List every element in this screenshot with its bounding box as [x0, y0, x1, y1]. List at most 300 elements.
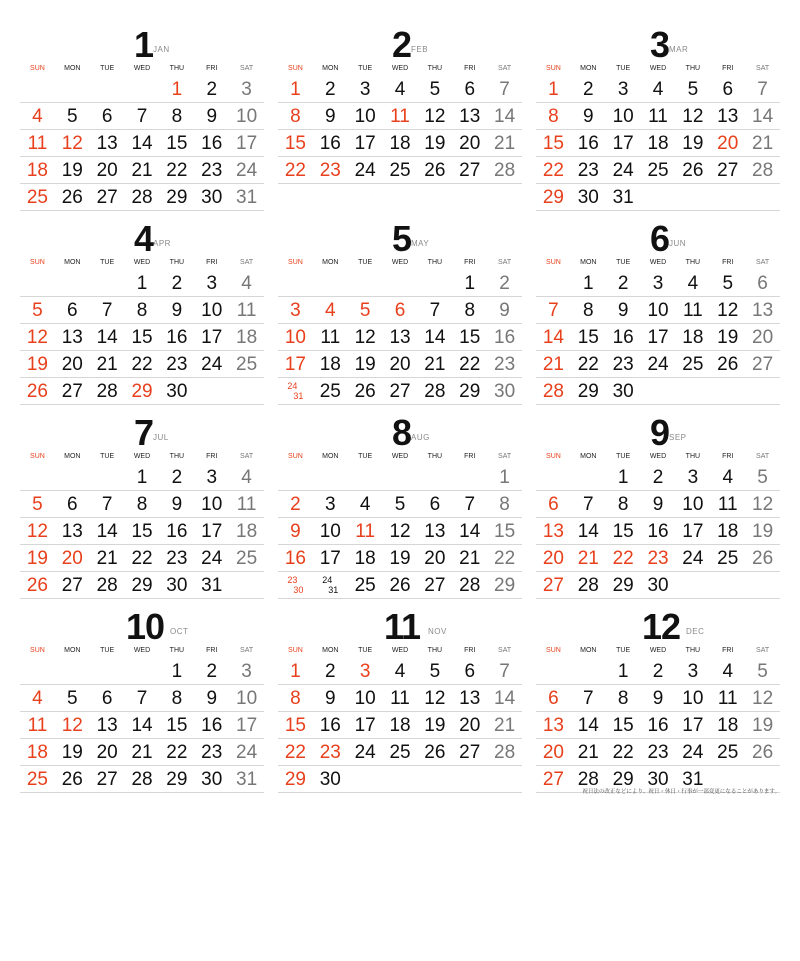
day-cell: 26 [354, 381, 376, 402]
week-row [20, 297, 264, 324]
weekday-thu: THU [427, 453, 443, 460]
day-cell: 23 [201, 742, 223, 763]
day-cell [417, 464, 452, 490]
day-cell: 3 [617, 79, 629, 100]
holiday-note: 祝日法の改正などにより、祝日・休日・行事が一部変更になることがあります。 [582, 789, 780, 795]
day-cell [20, 464, 55, 490]
month-header [20, 412, 264, 453]
day-cell: 22 [131, 548, 153, 569]
day-cell: 12 [26, 521, 48, 542]
day-cell: 25 [26, 769, 48, 790]
day-cell: 22 [166, 160, 188, 181]
day-cell: 30 [577, 187, 599, 208]
weekday-mon: MON [64, 453, 81, 460]
day-cell: 10 [236, 688, 258, 709]
day-cell: 1 [290, 79, 301, 100]
day-cell: 3 [206, 467, 218, 488]
month-abbr: SEP [669, 433, 687, 442]
day-cell: 25 [319, 381, 341, 402]
weekday-wed: WED [649, 65, 667, 72]
day-cell: 8 [583, 300, 594, 321]
day-cell: 29 [166, 187, 188, 208]
weekday-thu: THU [169, 647, 185, 654]
weekday-sun: SUN [30, 453, 45, 460]
weekday-wed: WED [391, 65, 409, 72]
day-cell: 15 [494, 521, 516, 542]
day-cell: 25 [236, 548, 258, 569]
day-cell: 25 [647, 160, 669, 181]
weekday-thu: THU [685, 647, 701, 654]
month-feb [278, 24, 522, 184]
day-cell [571, 464, 606, 490]
weekday-fri: FRI [722, 259, 734, 266]
day-cell: 7 [757, 79, 768, 100]
month-abbr: JUL [153, 433, 169, 442]
month-abbr: OCT [170, 627, 189, 636]
day-cell [55, 270, 90, 296]
day-cell: 29 [131, 575, 153, 596]
day-cell: 25 [236, 354, 258, 375]
week-row [278, 464, 522, 491]
weekday-mon: MON [64, 647, 81, 654]
month-header [20, 218, 264, 259]
week-row [20, 324, 264, 351]
day-cell [348, 464, 383, 490]
day-cell: 30 [166, 575, 188, 596]
day-cell: 3 [290, 300, 301, 321]
day-cell: 1 [548, 79, 559, 100]
day-cell: 18 [26, 742, 48, 763]
day-cell [383, 464, 418, 490]
day-cell: 22 [284, 742, 306, 763]
day-cell: 29 [131, 381, 153, 402]
day-cell: 11 [717, 688, 738, 709]
day-cell: 5 [32, 300, 43, 321]
week-row [536, 739, 780, 766]
day-cell: 16 [166, 521, 188, 542]
day-number: 23 [287, 575, 298, 585]
week-row [536, 545, 780, 572]
weekday-thu: THU [427, 647, 443, 654]
day-cell: 18 [717, 715, 739, 736]
day-cell: 10 [201, 494, 223, 515]
day-cell: 14 [577, 521, 599, 542]
day-cell: 16 [494, 327, 516, 348]
day-cell: 28 [424, 381, 446, 402]
day-cell [90, 76, 125, 102]
day-cell: 24 [354, 742, 376, 763]
weekday-tue: TUE [358, 453, 373, 460]
day-cell: 21 [542, 354, 564, 375]
day-cell: 12 [61, 715, 83, 736]
month-number: 1 [134, 24, 154, 65]
day-cell: 27 [542, 769, 564, 790]
day-cell: 13 [424, 521, 446, 542]
day-cell: 23 [166, 354, 188, 375]
day-cell [536, 658, 571, 684]
day-cell: 23 [612, 354, 634, 375]
day-cell: 23 [494, 354, 516, 375]
day-cell: 1 [499, 467, 510, 488]
week-row [278, 270, 522, 297]
day-cell [55, 76, 90, 102]
week-row [536, 157, 780, 184]
day-cell: 6 [722, 79, 734, 100]
weekday-tue: TUE [100, 65, 115, 72]
day-cell: 29 [459, 381, 481, 402]
day-cell: 7 [583, 494, 594, 515]
day-cell: 21 [459, 548, 481, 569]
day-cell [90, 270, 125, 296]
day-cell: 6 [464, 661, 476, 682]
day-cell: 6 [101, 688, 113, 709]
weekday-wed: WED [391, 259, 409, 266]
day-cell: 21 [131, 742, 153, 763]
day-cell: 3 [206, 273, 218, 294]
day-cell: 3 [325, 494, 336, 515]
day-number: 24 [322, 575, 333, 585]
day-cell: 29 [542, 187, 564, 208]
day-cell: 27 [459, 742, 481, 763]
month-sep [536, 412, 780, 599]
day-cell: 6 [429, 494, 441, 515]
day-cell: 12 [354, 327, 376, 348]
day-cell: 13 [61, 521, 83, 542]
week-row [20, 545, 264, 572]
day-cell: 30 [166, 381, 188, 402]
day-cell: 2 [171, 273, 183, 294]
week-row [536, 351, 780, 378]
day-cell: 19 [354, 354, 376, 375]
day-cell: 28 [494, 742, 516, 763]
day-cell: 18 [682, 327, 704, 348]
weekday-wed: WED [391, 453, 409, 460]
day-cell [313, 464, 348, 490]
day-cell: 23 [577, 160, 599, 181]
day-cell: 22 [494, 548, 516, 569]
day-cell: 15 [284, 133, 306, 154]
day-cell: 14 [96, 521, 118, 542]
day-cell: 4 [325, 300, 336, 321]
day-cell: 28 [459, 575, 481, 596]
day-cell: 26 [424, 160, 446, 181]
day-number: 31 [293, 391, 304, 401]
day-cell: 26 [26, 575, 48, 596]
day-cell: 22 [577, 354, 599, 375]
day-cell: 13 [459, 106, 481, 127]
day-cell: 20 [389, 354, 411, 375]
day-cell: 19 [389, 548, 411, 569]
day-cell: 31 [682, 769, 704, 790]
week-row [536, 270, 780, 297]
day-cell: 19 [26, 548, 48, 569]
day-cell: 24 [201, 548, 223, 569]
day-cell: 12 [752, 494, 774, 515]
day-cell: 4 [359, 494, 371, 515]
day-cell: 18 [319, 354, 341, 375]
day-cell: 22 [131, 354, 153, 375]
weekday-sat: SAT [498, 647, 512, 654]
month-number: 5 [392, 218, 412, 259]
weekday-sat: SAT [498, 259, 512, 266]
day-cell [20, 658, 55, 684]
day-cell: 13 [542, 715, 564, 736]
day-cell: 31 [201, 575, 223, 596]
day-cell: 22 [166, 742, 188, 763]
weekday-tue: TUE [616, 259, 631, 266]
month-mar [536, 24, 780, 211]
day-cell: 8 [136, 300, 148, 321]
weekday-fri: FRI [206, 647, 218, 654]
day-cell [536, 270, 571, 296]
day-cell: 21 [494, 133, 516, 154]
day-cell: 17 [354, 133, 376, 154]
weekday-sun: SUN [546, 453, 561, 460]
day-cell: 11 [390, 106, 410, 127]
day-cell: 16 [319, 715, 341, 736]
weekday-thu: THU [685, 453, 701, 460]
day-cell: 1 [583, 273, 594, 294]
day-cell: 12 [424, 688, 446, 709]
day-cell: 30 [494, 381, 516, 402]
day-cell: 28 [131, 769, 153, 790]
day-cell: 2 [325, 79, 336, 100]
day-cell: 3 [359, 79, 371, 100]
day-cell [20, 76, 55, 102]
day-cell: 19 [424, 133, 446, 154]
day-cell [745, 378, 780, 404]
week-row [20, 739, 264, 766]
day-cell: 7 [101, 300, 113, 321]
weekday-mon: MON [580, 647, 597, 654]
day-cell [710, 184, 745, 210]
day-cell: 17 [612, 133, 634, 154]
weekday-fri: FRI [206, 65, 218, 72]
day-cell: 16 [201, 715, 223, 736]
day-cell: 3 [652, 273, 664, 294]
day-cell: 16 [647, 521, 669, 542]
day-cell: 29 [284, 769, 306, 790]
day-cell: 19 [26, 354, 48, 375]
weekday-sat: SAT [756, 259, 770, 266]
day-cell: 23 [319, 742, 341, 763]
weekday-sun: SUN [30, 259, 45, 266]
day-cell: 12 [389, 521, 411, 542]
day-cell: 10 [647, 300, 669, 321]
day-cell: 12 [424, 106, 446, 127]
weekday-sat: SAT [756, 647, 770, 654]
day-cell: 14 [494, 688, 516, 709]
day-cell: 4 [241, 467, 252, 488]
day-cell: 3 [241, 79, 252, 100]
day-cell: 10 [612, 106, 634, 127]
day-cell: 11 [27, 133, 48, 154]
day-cell: 27 [717, 160, 739, 181]
day-cell: 5 [67, 106, 78, 127]
day-cell: 25 [354, 575, 376, 596]
day-cell: 20 [424, 548, 446, 569]
day-cell: 18 [236, 327, 258, 348]
day-cell [417, 270, 452, 296]
day-cell: 14 [542, 327, 564, 348]
day-cell: 19 [752, 715, 774, 736]
day-cell: 11 [236, 494, 257, 515]
week-row [536, 378, 780, 405]
week-row [278, 518, 522, 545]
month-may [278, 218, 522, 405]
month-abbr: NOV [428, 627, 447, 636]
day-cell: 9 [325, 106, 336, 127]
weekday-wed: WED [649, 259, 667, 266]
weekday-thu: THU [169, 65, 185, 72]
day-cell: 13 [752, 300, 774, 321]
day-cell: 7 [499, 661, 510, 682]
day-cell: 8 [171, 106, 183, 127]
day-cell [745, 572, 780, 598]
day-cell: 2 [499, 273, 510, 294]
day-cell: 21 [752, 133, 774, 154]
day-cell [641, 378, 676, 404]
week-row [278, 572, 522, 599]
month-header [536, 606, 780, 647]
day-cell: 31 [612, 187, 634, 208]
day-cell: 15 [459, 327, 481, 348]
day-cell: 13 [389, 327, 411, 348]
day-cell [536, 464, 571, 490]
weekday-sat: SAT [240, 453, 254, 460]
day-cell: 20 [717, 133, 739, 154]
day-cell: 9 [290, 521, 301, 542]
week-row [536, 103, 780, 130]
day-cell: 27 [389, 381, 411, 402]
weekday-mon: MON [580, 65, 597, 72]
weekday-sat: SAT [240, 259, 254, 266]
week-row [536, 491, 780, 518]
month-number: 4 [134, 218, 154, 259]
day-cell [55, 464, 90, 490]
day-cell: 30 [612, 381, 634, 402]
month-abbr: JAN [153, 45, 170, 54]
day-cell: 24 [682, 548, 704, 569]
day-cell: 10 [319, 521, 341, 542]
week-row [20, 464, 264, 491]
day-cell: 21 [424, 354, 446, 375]
day-cell: 7 [136, 688, 148, 709]
weekday-sat: SAT [498, 453, 512, 460]
weekday-sun: SUN [288, 259, 303, 266]
week-row [536, 518, 780, 545]
day-cell: 15 [166, 715, 188, 736]
weekday-fri: FRI [464, 453, 476, 460]
month-apr [20, 218, 264, 405]
month-jan [20, 24, 264, 211]
day-cell: 5 [429, 79, 441, 100]
day-cell: 16 [577, 133, 599, 154]
day-cell: 21 [96, 548, 118, 569]
week-row [536, 658, 780, 685]
day-cell: 6 [757, 273, 768, 294]
day-cell: 6 [394, 300, 406, 321]
day-cell: 25 [717, 742, 739, 763]
day-cell: 24 [682, 742, 704, 763]
day-cell: 11 [320, 327, 341, 348]
day-cell: 20 [61, 548, 83, 569]
day-cell: 11 [390, 688, 410, 709]
day-cell: 13 [459, 688, 481, 709]
weekday-thu: THU [427, 259, 443, 266]
week-row [278, 545, 522, 572]
day-cell: 26 [682, 160, 704, 181]
day-cell: 8 [617, 494, 629, 515]
day-cell: 12 [61, 133, 83, 154]
day-cell: 5 [429, 661, 441, 682]
day-cell: 26 [717, 354, 739, 375]
day-cell [125, 658, 160, 684]
day-cell: 27 [61, 575, 83, 596]
day-cell: 17 [236, 715, 258, 736]
day-cell: 14 [752, 106, 774, 127]
day-cell: 2 [652, 661, 664, 682]
day-cell: 15 [131, 327, 153, 348]
weekday-fri: FRI [464, 259, 476, 266]
day-cell: 26 [61, 769, 83, 790]
day-cell: 1 [464, 273, 476, 294]
month-header [278, 218, 522, 259]
day-cell: 23 [647, 548, 669, 569]
day-cell: 9 [206, 688, 218, 709]
day-cell: 11 [27, 715, 48, 736]
day-cell [90, 658, 125, 684]
day-cell: 7 [101, 494, 113, 515]
day-cell: 12 [682, 106, 704, 127]
day-cell: 12 [717, 300, 739, 321]
day-cell: 4 [394, 79, 406, 100]
weekday-sun: SUN [546, 647, 561, 654]
day-cell: 13 [542, 521, 564, 542]
day-cell: 5 [757, 661, 768, 682]
day-cell: 27 [61, 381, 83, 402]
week-row [20, 378, 264, 405]
day-cell: 10 [201, 300, 223, 321]
day-cell: 1 [136, 273, 148, 294]
day-cell: 2 [617, 273, 629, 294]
day-cell: 14 [459, 521, 481, 542]
month-header [278, 412, 522, 453]
day-cell: 17 [647, 327, 669, 348]
day-cell [641, 184, 676, 210]
day-cell: 17 [284, 354, 306, 375]
day-cell: 26 [61, 187, 83, 208]
day-cell: 29 [494, 575, 516, 596]
day-cell: 5 [394, 494, 406, 515]
day-cell: 2 [206, 79, 218, 100]
day-cell: 25 [26, 187, 48, 208]
day-cell: 4 [241, 273, 252, 294]
month-header [278, 24, 522, 65]
day-cell: 16 [319, 133, 341, 154]
day-cell: 17 [201, 521, 223, 542]
day-cell: 27 [459, 160, 481, 181]
day-cell: 28 [752, 160, 774, 181]
day-cell: 8 [548, 106, 559, 127]
day-cell: 29 [577, 381, 599, 402]
day-cell: 30 [319, 769, 341, 790]
day-cell: 2 [206, 661, 218, 682]
day-cell [348, 270, 383, 296]
week-row [20, 103, 264, 130]
day-cell: 28 [542, 381, 564, 402]
day-cell: 7 [429, 300, 441, 321]
